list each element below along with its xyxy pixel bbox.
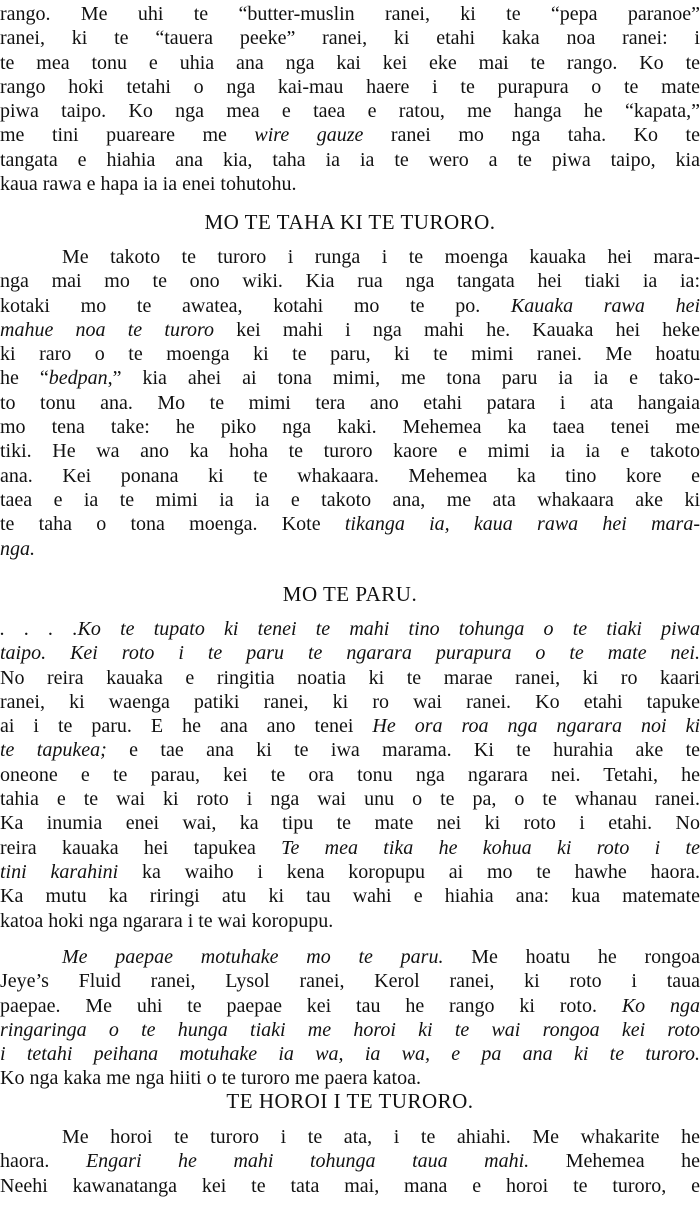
italic-span: He ora roa nga ngarara noi ki (372, 715, 700, 738)
text-line (0, 415, 700, 439)
text-line (0, 787, 700, 811)
text-line (0, 148, 700, 172)
text-line (0, 26, 700, 50)
italic-span: bedpan (48, 367, 108, 390)
text-line (0, 366, 700, 390)
text-line (0, 537, 700, 561)
italic-span: . . . .Ko te tupato ki tenei te mahi tino tohunga o te tiaki piwa (0, 618, 700, 640)
italic-span: te tapukea; (0, 739, 107, 762)
text-span: nga mai mo te ono wiki. Kia rua nga tangata hei tiaki ia ia: (0, 270, 700, 293)
paragraph-separate-pan (0, 945, 700, 1091)
text-span: to tonu ana. Mo te mimi tera ano etahi patara i ata hangaia (0, 391, 700, 414)
heading-mo-te-paru: MO TE PARU. (282, 582, 418, 606)
italic-span: mahue noa te turoro (0, 318, 215, 341)
text-line (0, 884, 700, 908)
text-line (0, 1125, 700, 1149)
heading-mo-te-taha-ki-te-turoro: MO TE TAHA KI TE TURORO. (204, 210, 496, 234)
text-span: rango hoki tetahi o nga kai-mau haere i te purapura o te mate (0, 75, 700, 98)
text-line (0, 763, 700, 787)
text-span: ranei mo nga taha. Ko te (363, 124, 700, 147)
text-span: Me hoatu he rongoa (443, 946, 700, 968)
text-span: kaua rawa e hapa ia ia enei tohutohu. (0, 173, 297, 196)
italic-span: nga. (0, 537, 35, 560)
text-span: he “ (0, 367, 49, 390)
text-span: rango. Me uhi te “butter-muslin ranei, ki te “pepa paranoe” (0, 3, 700, 25)
text-span: Ka inumia enei wai, ka tipu te mate nei ki roto i etahi. No (0, 812, 700, 835)
text-span: kei mahi i nga mahi he. Kauaka hei heke (214, 318, 700, 341)
italic-span: Te mea tika he kohua ki roto i te (281, 836, 700, 859)
text-line (0, 1149, 700, 1173)
text-line (0, 318, 700, 342)
heading-te-horoi-i-te-turoro: TE HOROI I TE TURORO. (226, 1089, 474, 1113)
italic-span: Kauaka rawa hei (510, 294, 700, 317)
text-span: ranei, ki te “tauera peeke” ranei, ki etahi kaka noa ranei: i (0, 27, 700, 50)
text-line (0, 75, 700, 99)
text-line (0, 617, 700, 641)
text-span: te mea tonu e uhia ana nga kai kei eke mai te rango. Ko te (0, 51, 700, 74)
text-span: ki raro o te moenga ki te paru, ki te mimi ranei. Me hoatu (0, 343, 700, 366)
text-span: Ka mutu ka riringi atu ki tau wahi e hiahia ana: kua matemate (0, 885, 700, 908)
text-span: tahia e te wai ki roto i nga wai unu o te pa, o te whanau ranei. (0, 788, 700, 811)
text-line (0, 439, 700, 463)
text-span: kotaki mo te awatea, kotahi mo te po. (0, 294, 511, 317)
italic-span: wire gauze (254, 124, 364, 147)
text-line (0, 690, 700, 714)
paragraph-washing-patient (0, 1125, 700, 1198)
text-span: mo tena take: he piko nga kaki. Mehemea ka taea tenei me (0, 416, 700, 439)
text-line (0, 391, 700, 415)
text-span: ranei, ki waenga patiki ranei, ki ro wai ranei. Ko etahi tapuke (0, 690, 700, 713)
text-line (0, 641, 700, 665)
text-line (0, 512, 700, 536)
text-span: ka waiho i kena koropupu ai mo te hawhe haora. (118, 860, 700, 883)
text-span: Mehemea he (529, 1150, 700, 1173)
text-span: haora. (0, 1150, 86, 1173)
text-line (0, 714, 700, 738)
text-line (0, 811, 700, 835)
text-span: tangata e hiahia ana kia, taha ia ia te wero a te piwa taipo, kia (0, 148, 700, 171)
text-line (0, 172, 700, 196)
text-line (0, 909, 700, 933)
italic-span: tini karahini (0, 860, 119, 883)
text-line (0, 969, 700, 993)
text-line (0, 2, 700, 26)
text-line (0, 245, 700, 269)
text-line (0, 488, 700, 512)
text-line (0, 1042, 700, 1066)
text-line (0, 269, 700, 293)
text-span: e tae ana ki te iwa marama. Ki te hurahia ake te (106, 739, 700, 762)
text-line (0, 994, 700, 1018)
text-line (0, 342, 700, 366)
text-line (0, 294, 700, 318)
italic-span: tikanga ia, kaua rawa hei mara- (344, 513, 700, 536)
text-span: me tini puareare me (0, 124, 255, 147)
text-span: reira kauaka hei tapukea (0, 836, 282, 859)
paragraph-patient-care (0, 245, 700, 561)
text-span: ,” kia ahei ai tona mimi, me tona paru ia ia e tako- (107, 367, 700, 390)
text-line (0, 464, 700, 488)
text-line (0, 123, 700, 147)
italic-span: taipo. Kei roto i te paru te ngarara purapura o te mate nei. (0, 642, 700, 665)
text-span: Me horoi te turoro i te ata, i te ahiahi. Me whakarite he (62, 1126, 700, 1148)
text-span: piwa taipo. Ko nga mea e taea e ratou, me hanga he “kapata,” (0, 100, 700, 123)
italic-span: ringaringa o te hunga tiaki me horoi ki te wai rongoa kei roto (0, 1018, 700, 1041)
text-span: katoa hoki nga ngarara i te wai koropupu. (0, 909, 334, 932)
paragraph-excrement (0, 617, 700, 933)
text-line (0, 666, 700, 690)
italic-span: Engari he mahi tohunga taua mahi. (85, 1150, 530, 1173)
text-line (0, 738, 700, 762)
text-span: oneone e te parau, kei te ora tonu nga ngarara nei. Tetahi, he (0, 763, 700, 786)
text-span: Jeye’s Fluid ranei, Lysol ranei, Kerol ranei, ki roto i taua (0, 970, 700, 993)
italic-span: Me paepae motuhake mo te paru. (62, 946, 444, 968)
text-span: tiki. He wa ano ka hoha te turoro kaore e mimi ia ia e takoto (0, 440, 700, 463)
italic-span: Ko nga (621, 994, 700, 1017)
text-line (0, 99, 700, 123)
text-span: taea e ia te mimi ia ia e takoto ana, me ata whakaara ake ki (0, 488, 700, 511)
text-line (0, 945, 700, 969)
text-line (0, 836, 700, 860)
text-span: ai i te paru. E he ana ano tenei (0, 715, 373, 738)
text-span: ana. Kei ponana ki te whakaara. Mehemea ka tino kore e (0, 464, 700, 487)
italic-span: i tetahi peihana motuhake ia wa, ia wa, e pa ana ki te turoro. (0, 1043, 700, 1066)
text-line (0, 1066, 700, 1090)
text-span: No reira kauaka e ringitia noatia ki te marae ranei, ki ro kaari (0, 666, 700, 689)
text-line (0, 51, 700, 75)
text-span: Me takoto te turoro i runga i te moenga kauaka hei mara- (62, 246, 700, 268)
paragraph-butter-muslin (0, 2, 700, 196)
text-span: Neehi kawanatanga kei te tata mai, mana e horoi te turoro, e (0, 1174, 700, 1197)
text-span: paepae. Me uhi te paepae kei tau he rango ki roto. (0, 994, 622, 1017)
text-span: te taha o tona moenga. Kote (0, 513, 345, 536)
text-line (0, 1174, 700, 1198)
text-span: Ko nga kaka me nga hiiti o te turoro me paera katoa. (0, 1067, 421, 1090)
text-line (0, 1018, 700, 1042)
text-line (0, 860, 700, 884)
